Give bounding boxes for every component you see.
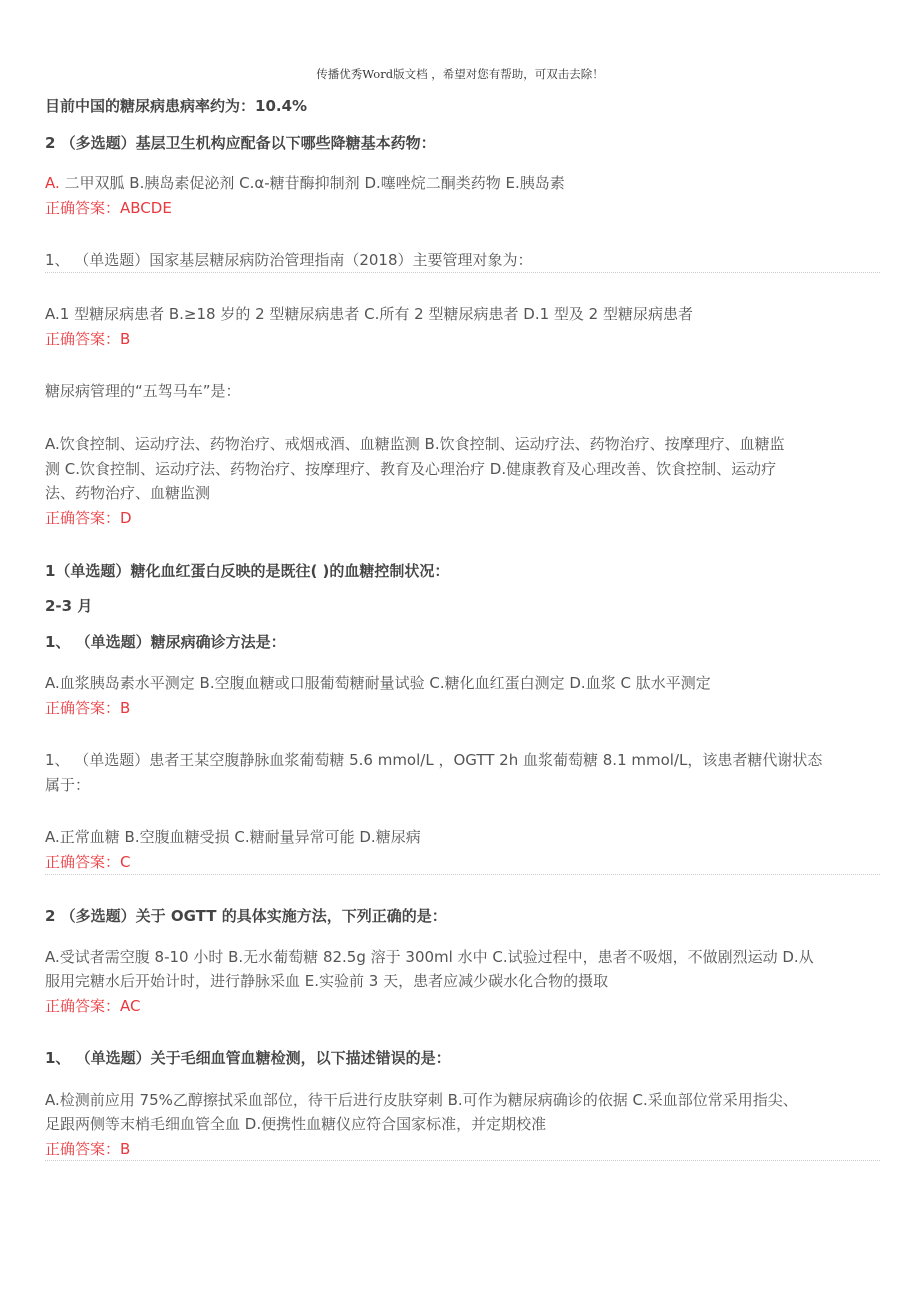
q7-options-line-2: 服用完糖水后开始计时，进行静脉采血 E.实验前 3 天，患者应减少碳水化合物的摄取 — [45, 972, 609, 990]
q6-answer: 正确答案：C — [45, 853, 131, 871]
q3-options-line-2: 测 C.饮食控制、运动疗法、药物治疗、按摩理疗、教育及心理治疗 D.健康教育及心理改善、饮食控制、运动疗 — [45, 460, 777, 478]
q3-stem: 糖尿病管理的“五驾马车”是： — [45, 382, 241, 400]
q3-options-line-1: A.饮食控制、运动疗法、药物治疗、戒烟戒酒、血糖监测 B.饮食控制、运动疗法、药物治疗、按摩理疗、血糖监 — [45, 435, 785, 453]
q8-options-line-1: A.检测前应用 75%乙醇擦拭采血部位，待干后进行皮肤穿刺 B.可作为糖尿病确诊的依据 C.采血部位常采用指尖、 — [45, 1091, 798, 1109]
divider — [45, 272, 880, 273]
q7-stem: 2 （多选题）关于 OGTT 的具体实施方法，下列正确的是： — [45, 907, 447, 925]
q8-stem: 1、 （单选题）关于毛细血管血糖检测，以下描述错误的是： — [45, 1049, 451, 1067]
q8-options-line-2: 足跟两侧等末梢毛细血管全血 D.便携性血糖仪应符合国家标准，并定期校准 — [45, 1115, 547, 1133]
q5-options: A.血浆胰岛素水平测定 B.空腹血糖或口服葡萄糖耐量试验 C.糖化血红蛋白测定 D.血浆 C 肽水平测定 — [45, 674, 711, 692]
q1-answer: 正确答案：ABCDE — [45, 199, 172, 217]
divider — [45, 1160, 880, 1161]
q4-answer: 2-3 月 — [45, 597, 93, 615]
q4-stem: 1（单选题）糖化血红蛋白反映的是既往( )的血糖控制状况： — [45, 562, 450, 580]
q3-options-line-3: 法、药物治疗、血糖监测 — [45, 484, 211, 502]
q3-answer: 正确答案：D — [45, 509, 132, 527]
q2-options: A.1 型糖尿病患者 B.≥18 岁的 2 型糖尿病患者 C.所有 2 型糖尿病患者 D.1 型及 2 型糖尿病患者 — [45, 305, 693, 323]
q1-options-text: 二甲双胍 B.胰岛素促泌剂 C.α-糖苷酶抑制剂 D.噻唑烷二酮类药物 E.胰岛素 — [59, 174, 565, 192]
q2-stem: 1、 （单选题）国家基层糖尿病防治管理指南（2018）主要管理对象为： — [45, 251, 533, 269]
q5-stem: 1、 （单选题）糖尿病确诊方法是： — [45, 633, 286, 651]
q2-answer: 正确答案：B — [45, 330, 131, 348]
divider — [45, 874, 880, 875]
q8-answer: 正确答案：B — [45, 1140, 131, 1158]
q1-option-a-label: A. — [45, 174, 60, 192]
q6-options: A.正常血糖 B.空腹血糖受损 C.糖耐量异常可能 D.糖尿病 — [45, 828, 421, 846]
prevalence-statement: 目前中国的糖尿病患病率约为：10.4% — [45, 97, 308, 115]
q7-answer: 正确答案：AC — [45, 997, 141, 1015]
page-header: 传播优秀Word版文档 ，希望对您有帮助，可双击去除！ — [316, 67, 604, 81]
q1-options — [45, 171, 880, 195]
q1-stem: 2 （多选题）基层卫生机构应配备以下哪些降糖基本药物： — [45, 134, 436, 152]
q7-options-line-1: A.受试者需空腹 8-10 小时 B.无水葡萄糖 82.5g 溶于 300ml 水中 C.试验过程中，患者不吸烟，不做剧烈运动 D.从 — [45, 948, 814, 966]
q6-stem-line-1: 1、 （单选题）患者王某空腹静脉血浆葡萄糖 5.6 mmol/L ，OGTT 2h 血浆葡萄糖 8.1 mmol/L，该患者糖代谢状态 — [45, 751, 823, 769]
q5-answer: 正确答案：B — [45, 699, 131, 717]
q6-stem-line-2: 属于： — [45, 776, 91, 794]
